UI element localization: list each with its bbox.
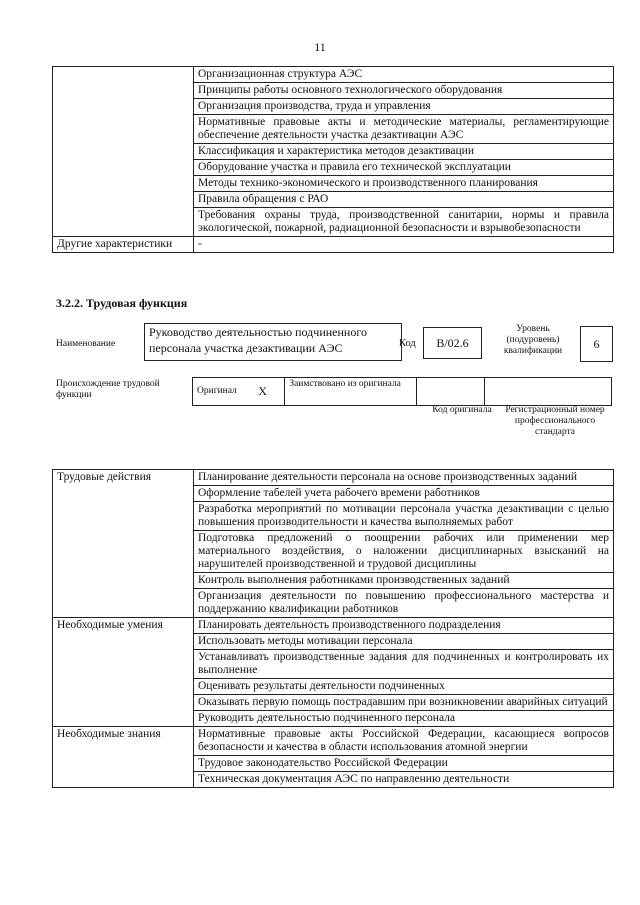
- section-title: 3.2.2. Трудовая функция: [56, 296, 188, 310]
- original-mark: X: [241, 378, 285, 406]
- top-knowledge-table: [52, 66, 614, 253]
- original-label: Оригинал: [193, 378, 241, 406]
- table-row: Нормативные правовые акты Российской Федерации, касающиеся вопросов безопасности и качества в области использования атомной энергии: [194, 727, 614, 756]
- labor-function-table: [52, 469, 614, 788]
- level-value-box: 6: [580, 326, 613, 362]
- function-name-box: Руководство деятельностью подчиненного персонала участка дезактивации АЭС: [144, 323, 402, 361]
- table-row: Планирование деятельности персонала на основе производственных заданий: [194, 470, 614, 486]
- reg-number-label: Регистрационный номер профессионального стандарта: [505, 405, 605, 437]
- group-label-skills: Необходимые умения: [53, 618, 194, 727]
- table-row: Планировать деятельность производственного подразделения: [194, 618, 614, 634]
- table-row: Нормативные правовые акты и методические материалы, регламентирующие обеспечение деятельности участка дезактивации АЭС: [194, 115, 614, 144]
- page-number: 11: [314, 40, 326, 54]
- reg-number-cell: [485, 378, 612, 406]
- table-row: Устанавливать производственные задания для подчиненных и контролировать их выполнение: [194, 650, 614, 679]
- table-row: Оценивать результаты деятельности подчиненных: [194, 679, 614, 695]
- table-row: Техническая документация АЭС по направлению деятельности: [194, 772, 614, 788]
- group-label-knowledge: Необходимые знания: [53, 727, 194, 788]
- table-row: Использовать методы мотивации персонала: [194, 634, 614, 650]
- table-row: Методы технико-экономического и производственного планирования: [194, 176, 614, 192]
- level-label: Уровень (подуровень) квалификации: [503, 324, 563, 356]
- table-row: Классификация и характеристика методов дезактивации: [194, 144, 614, 160]
- table-row: Требования охраны труда, производственной санитарии, нормы и правила экологической, пожарной, радиационной безопасности и взрывобезопасности: [194, 208, 614, 237]
- code-value-box: B/02.6: [423, 327, 482, 359]
- code-original-cell: [417, 378, 485, 406]
- table-row: Оказывать первую помощь пострадавшим при возникновении аварийных ситуаций: [194, 695, 614, 711]
- table-row: Разработка мероприятий по мотивации персонала участка дезактивации с целью повышения производительности и качества выполняемых работ: [194, 502, 614, 531]
- code-original-label: Код оригинала: [432, 405, 492, 415]
- table-row: Организационная структура АЭС: [194, 67, 614, 83]
- table-row: Руководить деятельностью подчиненного персонала: [194, 711, 614, 727]
- empty-label-cell: [53, 67, 194, 237]
- table-row: Оформление табелей учета рабочего времени работников: [194, 486, 614, 502]
- origin-label: Происхождение трудовой функции: [56, 379, 160, 400]
- table-row: Контроль выполнения работниками производственных заданий: [194, 573, 614, 589]
- name-label: Наименование: [56, 339, 116, 349]
- other-characteristics-value: -: [194, 237, 614, 253]
- table-row: Правила обращения с РАО: [194, 192, 614, 208]
- table-row: Трудовое законодательство Российской Федерации: [194, 756, 614, 772]
- group-label-actions: Трудовые действия: [53, 470, 194, 618]
- table-row: Подготовка предложений о поощрении рабочих или применении мер материального воздействия, о наложении дисциплинарных взысканий на нарушителей производственной и трудовой дисциплины: [194, 531, 614, 573]
- other-characteristics-label: Другие характеристики: [53, 237, 194, 253]
- table-row: Принципы работы основного технологического оборудования: [194, 83, 614, 99]
- table-row: Организация производства, труда и управления: [194, 99, 614, 115]
- origin-table: [192, 377, 612, 406]
- table-row: Оборудование участка и правила его технической эксплуатации: [194, 160, 614, 176]
- table-row: Организация деятельности по повышению профессионального мастерства и поддержанию квалификации работников: [194, 589, 614, 618]
- code-label: Код: [399, 338, 416, 349]
- borrowed-label: Заимствовано из оригинала: [285, 378, 417, 406]
